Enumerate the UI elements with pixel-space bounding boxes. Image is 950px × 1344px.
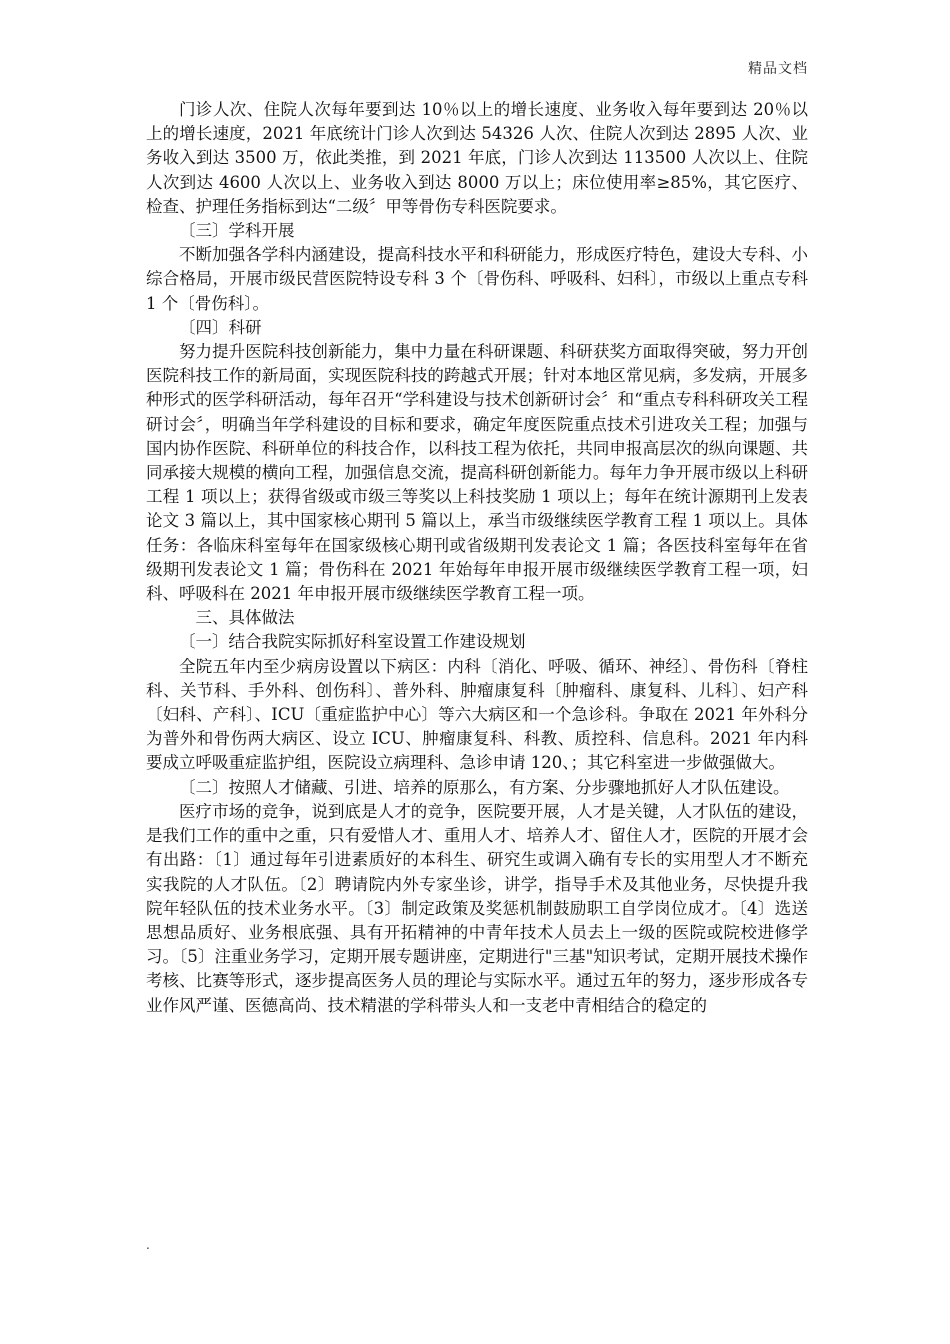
paragraph-departments: 全院五年内至少病房设置以下病区：内科〔消化、呼吸、循环、神经〕、骨伤科〔脊柱科、关节科、手外科、创伤科〕、普外科、肿瘤康复科〔肿瘤科、康复科、儿科〕、妇产科〔妇科、产科〕、ICU〔重症监护中心〕等六大病区和一个急诊科。争取在 2021 年外科分为普外和骨伤两大病区、设立 ICU、肿瘤康复科、科教、质控科、信息科。2021 年内科要成立呼吸重症监护组，医院设立病理科、急诊申请 120、；其它科室进一步做强做大。 <box>146 656 808 773</box>
section-heading-discipline: 〔三〕学科开展 <box>179 221 295 241</box>
paragraph-targets: 门诊人次、住院人次每年要到达 10％以上的增长速度、业务收入每年要到达 20％以上的增长速度，2021 年底统计门诊人次到达 54326 人次、住院人次到达 2895 人次、业务收入到达 3500 万，依此类推，到 2021 年底，门诊人次到达 113500 人次以上、住院人次到达 4600 人次以上、业务收入到达 8000 万以上；床位使用率≥85%，其它医疗、检查、护理任务指标到达“二级〞甲等骨伤专科医院要求。 <box>146 100 808 216</box>
section-heading-research: 〔四〕科研 <box>179 317 262 337</box>
document-body <box>146 98 808 1018</box>
subsection-heading-talent: 〔二〕按照人才储藏、引进、培养的原那么，有方案、分步骤地抓好人才队伍建设。 <box>179 777 790 797</box>
subsection-heading-departments: 〔一〕结合我院实际抓好科室设置工作建设规划 <box>179 632 526 652</box>
page-header: 精品文档 <box>748 61 808 77</box>
footer-mark: . <box>146 1238 150 1252</box>
paragraph-research: 努力提升医院科技创新能力，集中力量在科研课题、科研获奖方面取得突破，努力开创医院科技工作的新局面，实现医院科技的跨越式开展；针对本地区常见病，多发病，开展多种形式的医学科研活动，每年召开“学科建设与技术创新研讨会〞和“重点专科科研攻关工程研讨会〞，明确当年学科建设的目标和要求，确定年度医院重点技术引进攻关工程；加强与国内协作医院、科研单位的科技合作，以科技工程为依托，共同申报高层次的纵向课题、共同承接大规模的横向工程，加强信息交流，提高科研创新能力。每年力争开展市级以上科研工程 1 项以上；获得省级或市级三等奖以上科技奖励 1 项以上；每年在统计源期刊上发表论文 3 篇以上，其中国家核心期刊 5 篇以上，承当市级继续医学教育工程 1 项以上。具体任务：各临床科室每年在国家级核心期刊或省级期刊发表论文 1 篇；各医技科室每年在省级期刊发表论文 1 篇；骨伤科在 2021 年始每年申报开展市级继续医学教育工程一项，妇科、呼吸科在 2021 年申报开展市级继续医学教育工程一项。 <box>146 342 808 604</box>
paragraph-discipline: 不断加强各学科内涵建设，提高科技水平和科研能力，形成医疗特色，建设大专科、小综合格局，开展市级民营医院特设专科 3 个〔骨伤科、呼吸科、妇科〕，市级以上重点专科 1 个〔骨伤科〕。 <box>146 245 808 313</box>
section-heading-methods: 三、具体做法 <box>195 608 295 628</box>
paragraph-talent: 医疗市场的竞争，说到底是人才的竞争，医院要开展，人才是关键，人才队伍的建设，是我们工作的重中之重，只有爱惜人才、重用人才、培养人才、留住人才，医院的开展才会有出路：〔1〕通过每年引进素质好的本科生、研究生或调入确有专长的实用型人才不断充实我院的人才队伍。〔2〕聘请院内外专家坐诊，讲学，指导手术及其他业务，尽快提升我院年轻队伍的技术业务水平。〔3〕制定政策及奖惩机制鼓励职工自学岗位成才。〔4〕选送思想品质好、业务根底强、具有开拓精神的中青年技术人员去上一级的医院或院校进修学习。〔5〕注重业务学习，定期开展专题讲座，定期进行"三基"知识考试，定期开展技术操作考核、比赛等形式，逐步提高医务人员的理论与实际水平。通过五年的努力，逐步形成各专业作风严谨、医德高尚、技术精湛的学科带头人和一支老中青相结合的稳定的 <box>146 801 808 1015</box>
